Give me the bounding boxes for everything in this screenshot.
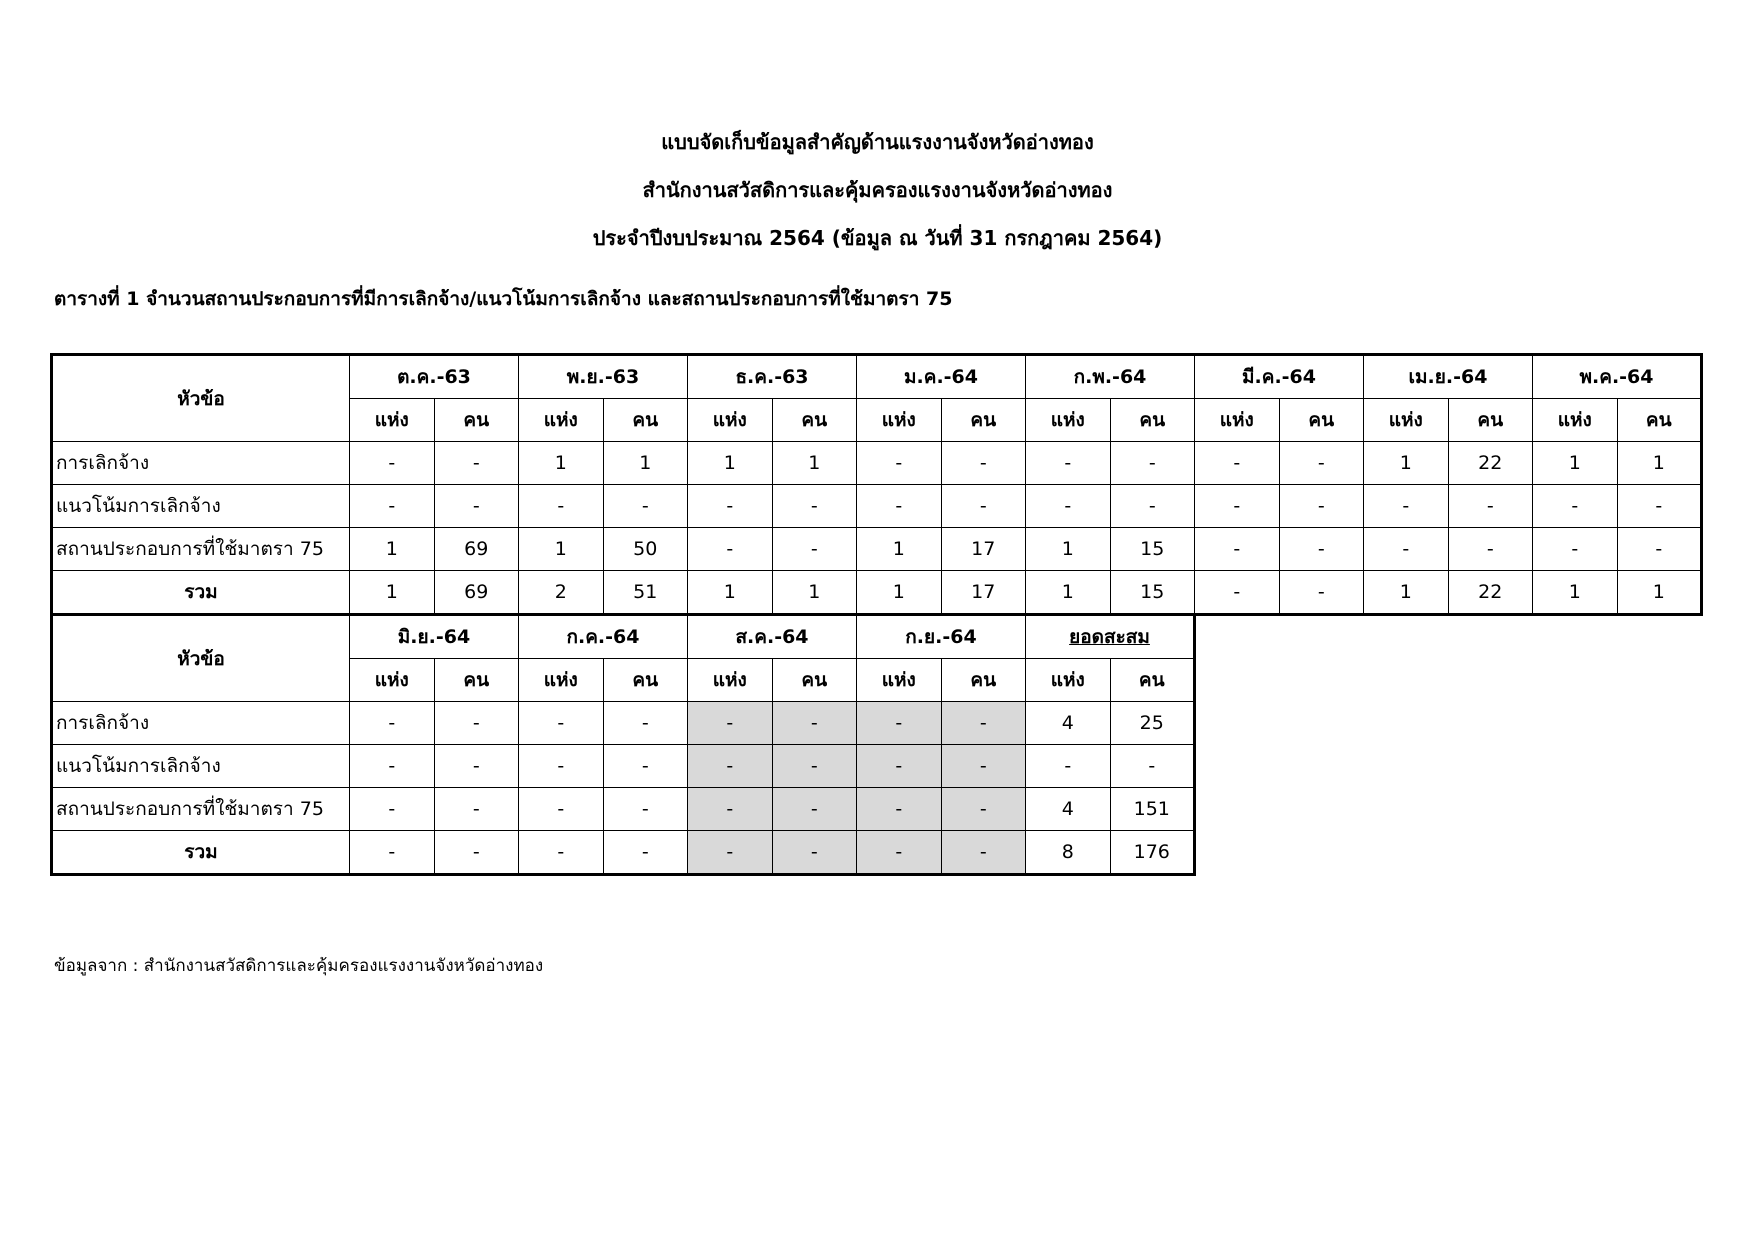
unit-people: คน <box>772 659 857 702</box>
table-cell: - <box>519 702 604 745</box>
table-cell: 8 <box>1026 831 1111 875</box>
table-cell: 1 <box>350 571 435 615</box>
table-cell: - <box>350 442 435 485</box>
row-label: สถานประกอบการที่ใช้มาตรา 75 <box>52 528 350 571</box>
table-cell: 51 <box>603 571 688 615</box>
row-label: การเลิกจ้าง <box>52 702 350 745</box>
month-header: พ.ย.-63 <box>519 355 688 399</box>
month-header: ม.ค.-64 <box>857 355 1026 399</box>
header-label: หัวข้อ <box>52 616 350 702</box>
table-cell: - <box>350 831 435 875</box>
table-cell: - <box>350 485 435 528</box>
table-cell: - <box>434 442 519 485</box>
table-row <box>52 442 1702 485</box>
table-cell: 1 <box>1026 571 1111 615</box>
unit-places: แห่ง <box>688 399 773 442</box>
unit-people: คน <box>603 659 688 702</box>
table-cell: - <box>941 442 1026 485</box>
table-cell: - <box>350 745 435 788</box>
unit-people: คน <box>1110 399 1195 442</box>
table-cell: - <box>1195 528 1280 571</box>
month-header: ก.ค.-64 <box>519 616 688 659</box>
table-cell: - <box>1279 485 1364 528</box>
table-cell: - <box>1364 485 1449 528</box>
unit-places: แห่ง <box>350 399 435 442</box>
table-cell: 1 <box>1533 571 1618 615</box>
table-row <box>52 485 1702 528</box>
table-cell: - <box>1364 528 1449 571</box>
table-cell: - <box>772 528 857 571</box>
unit-places: แห่ง <box>1364 399 1449 442</box>
month-header: พ.ค.-64 <box>1533 355 1702 399</box>
table-cell: - <box>434 485 519 528</box>
table-cell: - <box>1279 528 1364 571</box>
table-cell: - <box>1026 442 1111 485</box>
table-cell: 25 <box>1110 702 1195 745</box>
unit-places: แห่ง <box>350 659 435 702</box>
table-row <box>52 702 1195 745</box>
row-label: แนวโน้มการเลิกจ้าง <box>52 745 350 788</box>
table-cell: - <box>1279 442 1364 485</box>
table-cell: 1 <box>1617 442 1702 485</box>
table-cell: 69 <box>434 571 519 615</box>
table-row <box>52 788 1195 831</box>
table-cell: - <box>857 788 942 831</box>
table-cell: 151 <box>1110 788 1195 831</box>
unit-people: คน <box>1110 659 1195 702</box>
table-cell: - <box>1110 442 1195 485</box>
table2-month-header-row <box>52 616 1195 659</box>
month-header: ก.ย.-64 <box>857 616 1026 659</box>
table-cell: - <box>1110 485 1195 528</box>
table-cell: 1 <box>519 442 604 485</box>
table-cell: 1 <box>688 571 773 615</box>
unit-people: คน <box>603 399 688 442</box>
month-header: มิ.ย.-64 <box>350 616 519 659</box>
table-cell: 17 <box>941 571 1026 615</box>
table-cell: - <box>772 702 857 745</box>
table-cell: - <box>1617 528 1702 571</box>
row-label: แนวโน้มการเลิกจ้าง <box>52 485 350 528</box>
table-cell: - <box>603 485 688 528</box>
source-note: ข้อมูลจาก : สำนักงานสวัสดิการและคุ้มครองแรงงานจังหวัดอ่างทอง <box>54 956 544 976</box>
table-cell: 1 <box>772 571 857 615</box>
unit-people: คน <box>941 399 1026 442</box>
table-cell: 1 <box>519 528 604 571</box>
table-cell: - <box>350 702 435 745</box>
table-cell: - <box>688 528 773 571</box>
table-cell: - <box>1026 745 1111 788</box>
month-header: ธ.ค.-63 <box>688 355 857 399</box>
title-line-2: สำนักงานสวัสดิการและคุ้มครองแรงงานจังหวัดอ่างทอง <box>642 178 1113 202</box>
table-cell: - <box>1448 485 1533 528</box>
table-cell: - <box>941 485 1026 528</box>
table-cell: 1 <box>857 528 942 571</box>
month-header: เม.ย.-64 <box>1364 355 1533 399</box>
month-header: ส.ค.-64 <box>688 616 857 659</box>
table-cell: - <box>772 485 857 528</box>
table-cell: - <box>434 745 519 788</box>
table-cell: 69 <box>434 528 519 571</box>
total-row-label: รวม <box>52 571 350 615</box>
document-title-block <box>0 118 1755 262</box>
table-cell: - <box>519 788 604 831</box>
table-cell: 1 <box>1364 571 1449 615</box>
table-cell: - <box>688 745 773 788</box>
table-cell: 1 <box>603 442 688 485</box>
table-cell: - <box>1533 485 1618 528</box>
table-cell: - <box>772 788 857 831</box>
table-cell: 15 <box>1110 571 1195 615</box>
unit-people: คน <box>1617 399 1702 442</box>
unit-places: แห่ง <box>519 399 604 442</box>
data-table-1 <box>50 353 1703 616</box>
table-cell: - <box>603 702 688 745</box>
month-header: ก.พ.-64 <box>1026 355 1195 399</box>
table-cell: - <box>857 831 942 875</box>
table-cell: - <box>941 831 1026 875</box>
table-cell: - <box>519 485 604 528</box>
table-cell: - <box>1110 745 1195 788</box>
table-cell: 22 <box>1448 571 1533 615</box>
data-table-2 <box>50 615 1196 876</box>
table-cell: 50 <box>603 528 688 571</box>
table-cell: 17 <box>941 528 1026 571</box>
table-cell: 176 <box>1110 831 1195 875</box>
table-cell: - <box>688 702 773 745</box>
month-header: ต.ค.-63 <box>350 355 519 399</box>
table-cell: 22 <box>1448 442 1533 485</box>
table-cell: - <box>434 788 519 831</box>
table-cell: - <box>1195 571 1280 615</box>
table-cell: - <box>603 788 688 831</box>
table-cell: 15 <box>1110 528 1195 571</box>
table-cell: 1 <box>688 442 773 485</box>
table-row <box>52 528 1702 571</box>
table-cell: - <box>1533 528 1618 571</box>
cumulative-header: ยอดสะสม <box>1026 616 1195 659</box>
table-row <box>52 831 1195 875</box>
unit-people: คน <box>1279 399 1364 442</box>
table-cell: - <box>1448 528 1533 571</box>
table-cell: - <box>1026 485 1111 528</box>
header-label: หัวข้อ <box>52 355 350 442</box>
table-cell: 1 <box>1617 571 1702 615</box>
table-cell: 1 <box>1364 442 1449 485</box>
table-cell: - <box>941 745 1026 788</box>
row-label: การเลิกจ้าง <box>52 442 350 485</box>
table-cell: 4 <box>1026 788 1111 831</box>
table-cell: - <box>941 702 1026 745</box>
unit-places: แห่ง <box>857 399 942 442</box>
table-cell: - <box>688 788 773 831</box>
unit-places: แห่ง <box>857 659 942 702</box>
table-row <box>52 571 1702 615</box>
table-row <box>52 745 1195 788</box>
table-cell: 1 <box>1026 528 1111 571</box>
table-cell: 1 <box>350 528 435 571</box>
table-cell: - <box>857 702 942 745</box>
table-cell: - <box>434 831 519 875</box>
table-cell: - <box>688 831 773 875</box>
table-cell: - <box>772 831 857 875</box>
unit-people: คน <box>434 659 519 702</box>
table-cell: - <box>772 745 857 788</box>
table-cell: - <box>857 485 942 528</box>
month-header: มี.ค.-64 <box>1195 355 1364 399</box>
unit-people: คน <box>1448 399 1533 442</box>
table-caption: ตารางที่ 1 จำนวนสถานประกอบการที่มีการเลิกจ้าง/แนวโน้มการเลิกจ้าง และสถานประกอบการที่ใช้มาตรา 75 <box>54 288 953 310</box>
table-cell: 1 <box>857 571 942 615</box>
table-cell: - <box>857 442 942 485</box>
unit-places: แห่ง <box>1026 659 1111 702</box>
total-row-label: รวม <box>52 831 350 875</box>
table-cell: - <box>857 745 942 788</box>
table-cell: - <box>688 485 773 528</box>
row-label: สถานประกอบการที่ใช้มาตรา 75 <box>52 788 350 831</box>
table-cell: - <box>1279 571 1364 615</box>
table-cell: - <box>519 831 604 875</box>
table-cell: - <box>1195 485 1280 528</box>
table-cell: - <box>519 745 604 788</box>
unit-places: แห่ง <box>1533 399 1618 442</box>
unit-people: คน <box>941 659 1026 702</box>
title-line-3: ประจำปีงบประมาณ 2564 (ข้อมูล ณ วันที่ 31 กรกฎาคม 2564) <box>592 226 1163 250</box>
unit-people: คน <box>772 399 857 442</box>
table-cell: 1 <box>772 442 857 485</box>
table-cell: - <box>603 831 688 875</box>
unit-places: แห่ง <box>1195 399 1280 442</box>
unit-places: แห่ง <box>519 659 604 702</box>
table-cell: 4 <box>1026 702 1111 745</box>
table-cell: - <box>1195 442 1280 485</box>
title-line-1: แบบจัดเก็บข้อมูลสำคัญด้านแรงงานจังหวัดอ่างทอง <box>661 130 1094 154</box>
unit-places: แห่ง <box>688 659 773 702</box>
table1-month-header-row <box>52 355 1702 399</box>
table-cell: - <box>941 788 1026 831</box>
table-cell: - <box>350 788 435 831</box>
unit-people: คน <box>434 399 519 442</box>
table-cell: - <box>1617 485 1702 528</box>
table-cell: 1 <box>1533 442 1618 485</box>
table-cell: - <box>603 745 688 788</box>
table-cell: - <box>434 702 519 745</box>
unit-places: แห่ง <box>1026 399 1111 442</box>
table-cell: 2 <box>519 571 604 615</box>
